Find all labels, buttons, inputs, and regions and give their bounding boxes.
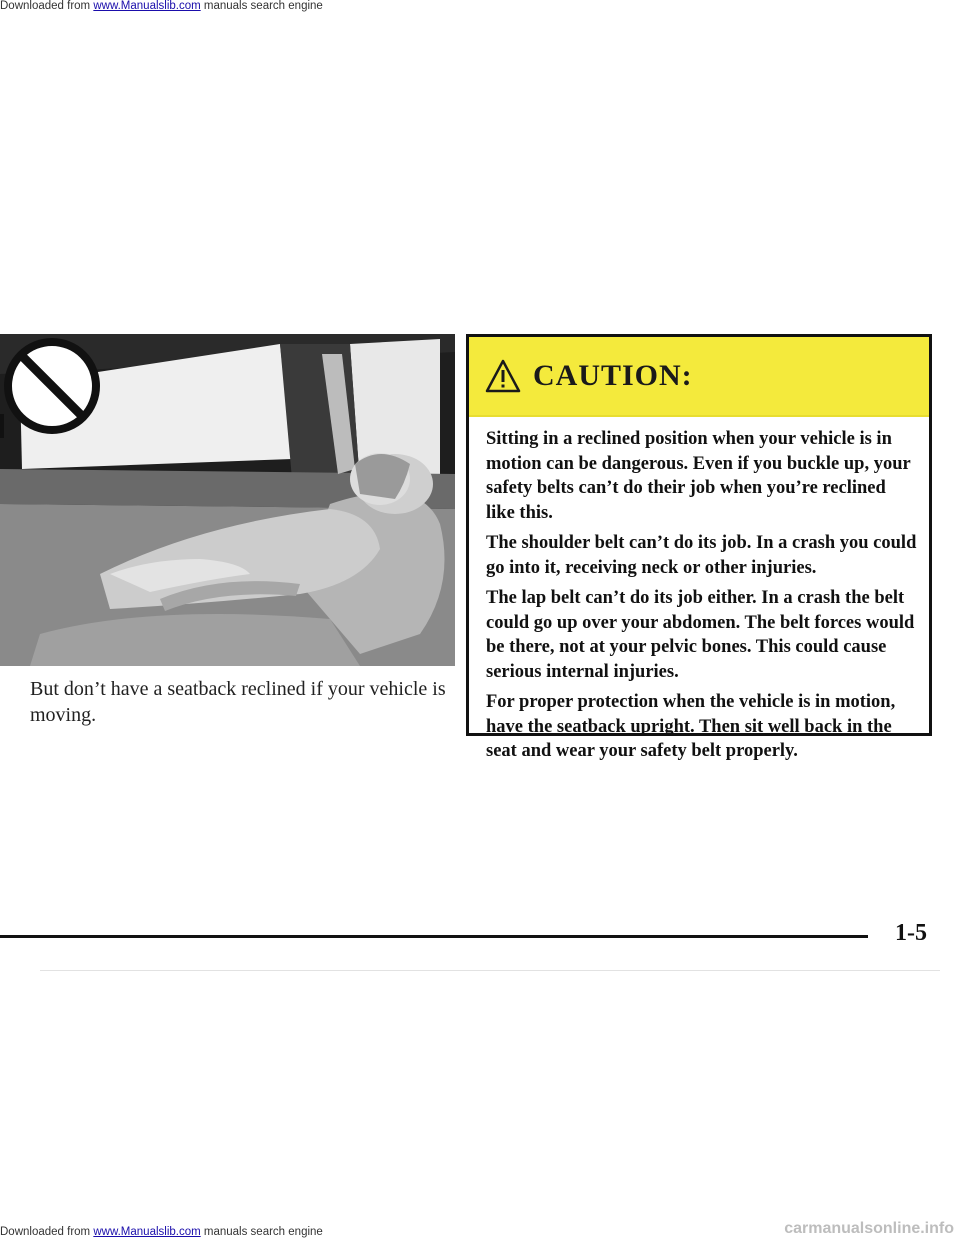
watermark-suffix: manuals search engine: [200, 1226, 323, 1238]
download-watermark-bottom: [0, 1226, 323, 1238]
caution-body: [486, 427, 918, 770]
caution-box: [466, 334, 932, 761]
caution-title: CAUTION:: [533, 359, 693, 392]
caution-paragraph: For proper protection when the vehicle is in motion, have the seatback upright. Then sit well back in the seat and wear your safety belt properly.: [486, 692, 896, 761]
warning-triangle-icon: [485, 359, 521, 393]
caution-paragraph: The shoulder belt can’t do its job. In a crash you could go into it, receiving neck or other injuries.: [486, 533, 917, 578]
reclined-seat-illustration: [0, 334, 455, 666]
caution-paragraph: The lap belt can’t do its job either. In a crash the belt could go up over your abdomen. The belt forces would be there, not at your pelvic bones. This could cause serious internal injuries.: [486, 588, 915, 682]
manualslib-link[interactable]: www.Manualslib.com: [93, 1226, 201, 1238]
watermark-suffix: manuals search engine: [200, 0, 323, 12]
page-number: 1-5: [895, 920, 927, 946]
site-watermark: carmanualsonline.info: [784, 1220, 954, 1237]
faint-divider: [40, 970, 940, 971]
footer-divider: [0, 935, 868, 938]
caution-header: [469, 337, 929, 417]
manualslib-link[interactable]: www.Manualslib.com: [93, 0, 201, 12]
download-watermark-top: [0, 0, 323, 12]
illustration-caption: But don’t have a seatback reclined if your vehicle is moving.: [30, 678, 446, 726]
caution-paragraph: Sitting in a reclined position when your vehicle is in motion can be dangerous. Even if you buckle up, your safety belts can’t do their job when you’re reclined like this.: [486, 429, 911, 523]
watermark-prefix: Downloaded from: [0, 0, 94, 12]
watermark-prefix: Downloaded from: [0, 1226, 94, 1238]
